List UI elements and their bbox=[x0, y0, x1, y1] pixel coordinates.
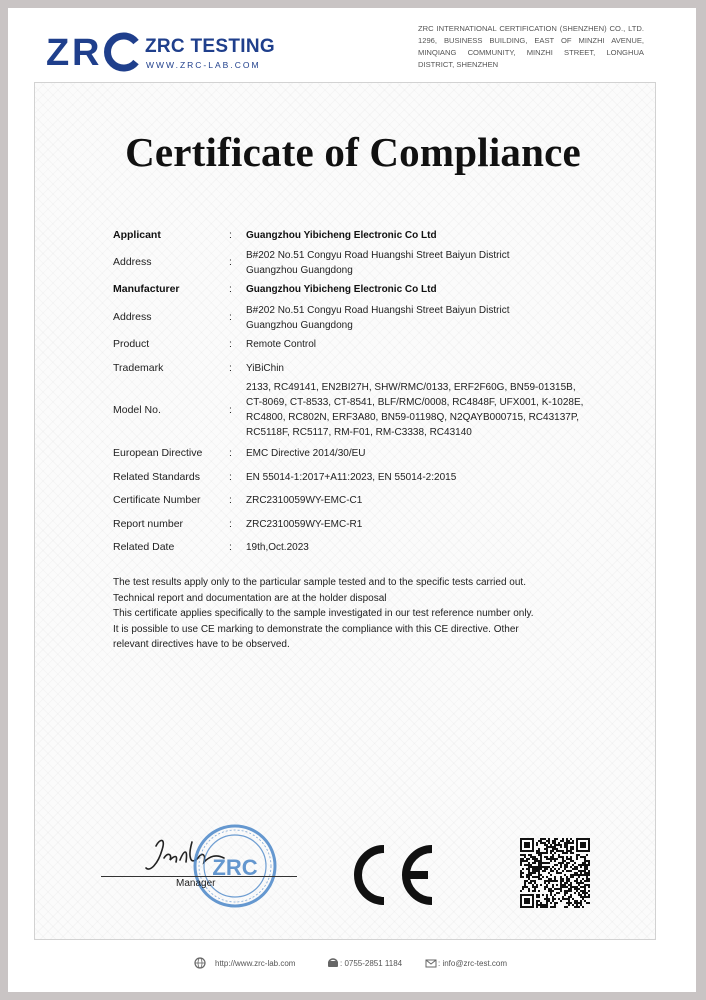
colon: : bbox=[229, 471, 232, 483]
mail-icon bbox=[425, 957, 437, 969]
colon: : bbox=[229, 256, 232, 268]
svg-text:Z: Z bbox=[46, 32, 70, 72]
stamp-text: ZRC bbox=[212, 855, 258, 880]
model-no-line: RC4800, RC802N, ERF3A80, BN59-01198Q, N2QAYB000715, RC43137P, bbox=[246, 412, 579, 423]
manufacturer-label: Manufacturer bbox=[113, 283, 180, 295]
note-line: It is possible to use CE marking to demonstrate the compliance with this CE directive. Other bbox=[113, 623, 519, 635]
colon: : bbox=[229, 518, 232, 530]
colon: : bbox=[229, 311, 232, 323]
colon: : bbox=[229, 229, 232, 241]
certificate-frame bbox=[34, 82, 656, 940]
product-label: Product bbox=[113, 338, 150, 350]
applicant-value: Guangzhou Yibicheng Electronic Co Ltd bbox=[246, 230, 437, 241]
manufacturer-address-line2: Guangzhou Guangdong bbox=[246, 320, 353, 331]
footer bbox=[0, 957, 706, 973]
applicant-address-line2: Guangzhou Guangdong bbox=[246, 265, 353, 276]
model-no-line: CT-8069, CT-8533, CT-8541, BLF/RMC/0008, RC4848F, UFX001, K-1028E, bbox=[246, 397, 584, 408]
note-line: relevant directives have to be observed. bbox=[113, 639, 290, 650]
colon: : bbox=[229, 283, 232, 295]
certificate-number-value: ZRC2310059WY-EMC-C1 bbox=[246, 495, 363, 506]
note-line: This certificate applies specifically to the sample investigated in our test reference number only. bbox=[113, 608, 534, 619]
svg-text:R: R bbox=[72, 32, 100, 72]
report-number-value: ZRC2310059WY-EMC-R1 bbox=[246, 519, 363, 530]
model-no-label: Model No. bbox=[113, 404, 161, 416]
globe-icon bbox=[194, 957, 208, 969]
model-no-line: RC5118F, RC5117, RM-F01, RM-C3338, RC43140 bbox=[246, 427, 472, 438]
compliance-notes bbox=[113, 575, 583, 653]
stamp-icon bbox=[192, 823, 278, 909]
ce-mark-icon bbox=[346, 843, 436, 907]
trademark-label: Trademark bbox=[113, 362, 164, 374]
note-line: The test results apply only to the particular sample tested and to the specific tests carried out. bbox=[113, 577, 526, 588]
zrc-logo-icon bbox=[44, 32, 142, 72]
brand-url: WWW.ZRC-LAB.COM bbox=[146, 60, 261, 70]
product-value: Remote Control bbox=[246, 339, 317, 350]
manufacturer-address-line1: B#202 No.51 Congyu Road Huangshi Street Baiyun District bbox=[246, 305, 510, 316]
manufacturer-value: Guangzhou Yibicheng Electronic Co Ltd bbox=[246, 284, 437, 295]
colon: : bbox=[229, 494, 232, 506]
manager-label: Manager bbox=[176, 878, 216, 889]
certificate-number-label: Certificate Number bbox=[113, 494, 201, 506]
company-address: ZRC INTERNATIONAL CERTIFICATION (SHENZHEN) CO., LTD. 1296, BUSINESS BUILDING, EAST OF MINZHI AVENUE, MINQIANG COMMUNITY, MINZHI STREET, LONGHUA DISTRICT, SHENZHEN bbox=[418, 24, 644, 69]
qr-code-icon bbox=[520, 838, 590, 908]
footer-website[interactable]: http://www.zrc-lab.com bbox=[215, 959, 296, 968]
colon: : bbox=[229, 362, 232, 374]
european-directive-value: EMC Directive 2014/30/EU bbox=[246, 448, 366, 459]
model-no-line: 2133, RC49141, EN2BI27H, SHW/RMC/0133, ERF2F60G, BN59-01315B, bbox=[246, 382, 576, 393]
applicant-address-label: Address bbox=[113, 256, 152, 268]
related-date-value: 19th,Oct.2023 bbox=[246, 542, 309, 553]
related-standards-value: EN 55014-1:2017+A11:2023, EN 55014-2:2015 bbox=[246, 472, 457, 483]
colon: : bbox=[229, 338, 232, 350]
trademark-value: YiBiChin bbox=[246, 363, 284, 374]
colon: : bbox=[229, 541, 232, 553]
applicant-address-line1: B#202 No.51 Congyu Road Huangshi Street Baiyun District bbox=[246, 250, 510, 261]
footer-email[interactable]: : info@zrc-test.com bbox=[438, 959, 508, 968]
colon: : bbox=[229, 404, 232, 416]
brand-name: ZRC TESTING bbox=[145, 36, 275, 57]
footer-phone: : 0755-2851 1184 bbox=[340, 959, 403, 968]
note-line: Technical report and documentation are at the holder disposal bbox=[113, 592, 387, 604]
related-standards-label: Related Standards bbox=[113, 471, 200, 483]
colon: : bbox=[229, 447, 232, 459]
certificate-title: Certificate of Compliance bbox=[125, 129, 581, 175]
signature-line bbox=[101, 876, 297, 877]
related-date-label: Related Date bbox=[113, 541, 175, 553]
report-number-label: Report number bbox=[113, 518, 184, 530]
phone-icon bbox=[327, 957, 339, 969]
brand-logo bbox=[44, 30, 284, 76]
european-directive-label: European Directive bbox=[113, 447, 203, 459]
applicant-label: Applicant bbox=[113, 229, 161, 241]
manufacturer-address-label: Address bbox=[113, 311, 152, 323]
